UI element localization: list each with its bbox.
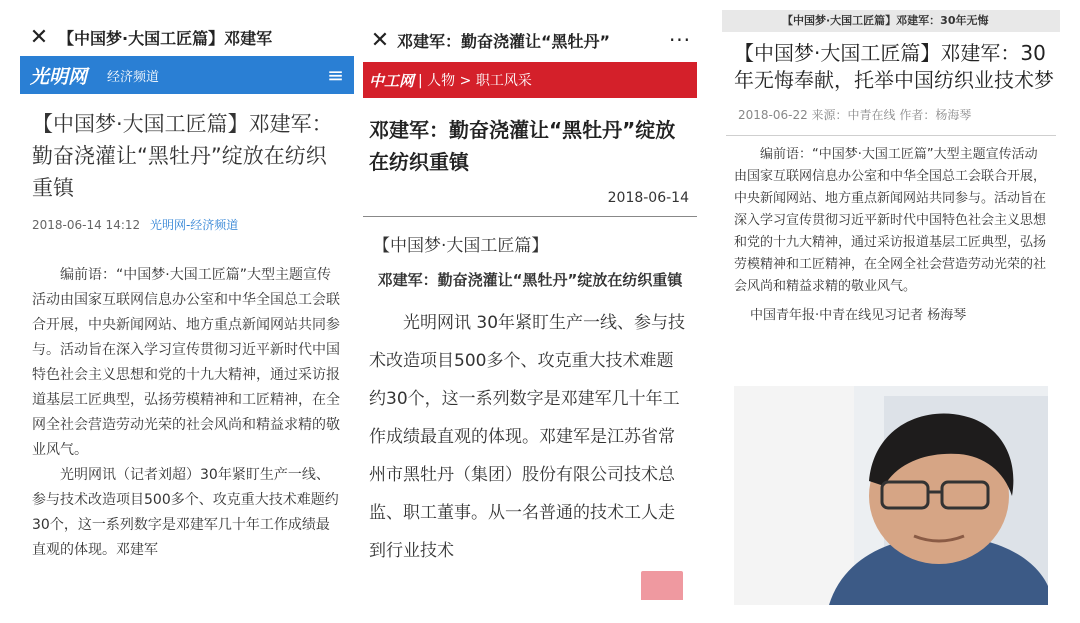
breadcrumb[interactable]: | 人物 > 职工风采 [418, 73, 532, 89]
page-title: 【中国梦·大国工匠篇】邓建军：30年无悔 [722, 10, 1060, 32]
article-body [722, 136, 1060, 298]
editor-note: 编前语：“中国梦·大国工匠篇”大型主题宣传活动由国家互联网信息办公室和中华全国总工会联合开展，中央新闻网站、地方重点新闻网站共同参与。活动旨在深入学习宣传贯彻习近平新时代中国特色社会主义思想和党的十九大精神，通过采访报道基层工匠典型，弘扬劳模精神和工匠精神，在全网全社会营造劳动光荣的社会风尚和精益求精的敬业风气。 [32, 267, 340, 458]
menu-icon[interactable]: ≡ [327, 63, 344, 87]
more-options-icon[interactable]: ··· [668, 28, 692, 52]
editor-note: 编前语：“中国梦·大国工匠篇”大型主题宣传活动由国家互联网信息办公室和中华全国总工会联合开展，中央新闻网站、地方重点新闻网站共同参与。活动旨在深入学习宣传贯彻习近平新时代中国特色社会主义思想和党的十九大精神，通过采访报道基层工匠典型，弘扬劳模精神和工匠精神，在全网全社会营造劳动光荣的社会风尚和精益求精的敬业风气。 [734, 147, 1047, 294]
portrait-photo [734, 386, 1048, 605]
publish-datetime: 2018-06-14 14:12 [32, 218, 141, 232]
close-icon[interactable]: ✕ [370, 27, 390, 53]
article-headline: 【中国梦·大国工匠篇】邓建军：30年无悔奉献，托举中国纺织业技术梦 [734, 41, 1054, 92]
article-body [363, 298, 697, 570]
source-link[interactable]: 光明网-经济频道 [149, 218, 239, 232]
cyol-article-panel [722, 10, 1060, 605]
guangming-article-panel [20, 18, 354, 600]
site-logo[interactable]: 中工网 [369, 71, 415, 90]
article-meta [20, 204, 354, 233]
article-meta: 2018-06-22 来源：中青在线 作者：杨海琴 [726, 94, 1056, 136]
text-selection-highlight [641, 571, 683, 600]
site-header [20, 56, 354, 94]
reporter-byline: 中国青年报·中青在线见习记者 杨海琴 [750, 308, 967, 323]
article-headline: 【中国梦·大国工匠篇】邓建军：勤奋浇灌让“黑牡丹”绽放在纺织重镇 [32, 112, 333, 200]
page-title: 【中国梦·大国工匠篇】邓建军 [58, 28, 273, 48]
portrait-illustration [734, 386, 1048, 605]
article-body [20, 233, 354, 563]
article-subtitle: 邓建军：勤奋浇灌让“黑牡丹”绽放在纺织重镇 [377, 271, 683, 289]
article-headline: 邓建军：勤奋浇灌让“黑牡丹”绽放在纺织重镇 [369, 118, 676, 174]
lead-paragraph: 光明网讯（记者刘超）30年紧盯生产一线、参与技术改造项目500多个、攻克重大技术难题约30个，这一系列数字是邓建军几十年工作成绩最直观的体现。邓建军 [32, 467, 339, 558]
section-label: 【中国梦·大国工匠篇】 [373, 236, 549, 256]
browser-top-bar [20, 18, 354, 56]
close-icon[interactable]: ✕ [29, 24, 49, 50]
site-header [363, 62, 697, 98]
body-paragraph: 光明网讯 30年紧盯生产一线、参与技术改造项目500多个、攻克重大技术难题约30个，这一系列数字是邓建军几十年工作成绩最直观的体现。邓建军是江苏省常州市黑牡丹（集团）股份有限公司技术总监、职工董事。从一名普通的技术工人走到行业技术 [369, 313, 686, 561]
site-logo[interactable]: 光明网 [30, 65, 88, 88]
publish-date: 2018-06-14 [363, 178, 697, 217]
workercn-article-panel [363, 18, 697, 600]
browser-top-bar [363, 18, 697, 62]
channel-link[interactable]: 经济频道 [107, 69, 160, 85]
page-title: 邓建军：勤奋浇灌让“黑牡丹” [397, 31, 611, 51]
